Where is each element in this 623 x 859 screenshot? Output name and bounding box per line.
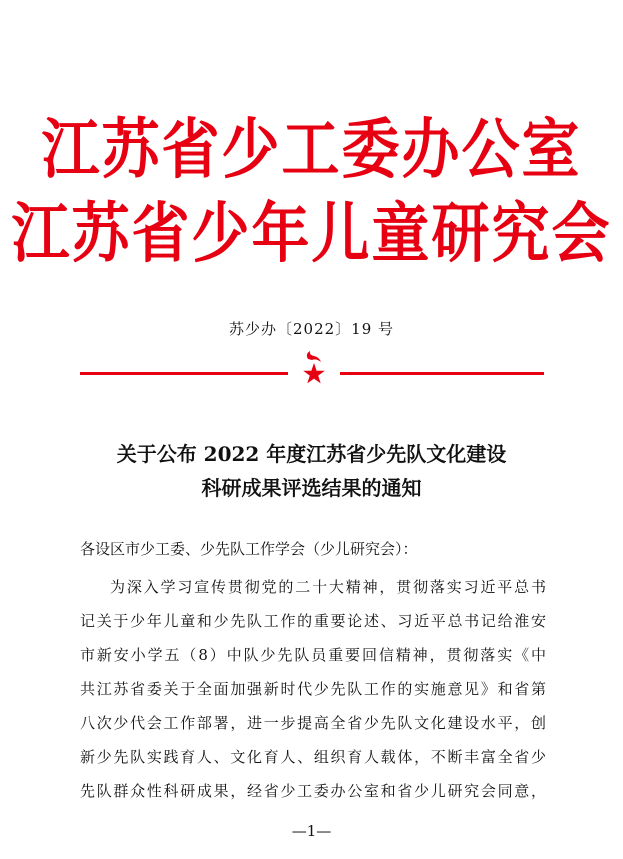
body-line: 市新安小学五（8）中队少先队员重要回信精神，贯彻落实《中 [80,646,546,664]
red-rule-right [340,372,544,375]
issuer-line-1: 江苏省少工委办公室 [41,110,582,188]
notice-title-line-2: 科研成果评选结果的通知 [201,476,422,500]
body-line: 共江苏省委关于全面加强新时代少先队工作的实施意见》和省第 [80,680,546,698]
party-star-icon [294,350,334,390]
body-line: 为深入学习宣传贯彻党的二十大精神，贯彻落实习近平总书 [110,578,546,596]
notice-title-line-1: 关于公布 2022 年度江苏省少先队文化建设 [116,442,507,466]
body-line: 八次少代会工作部署，进一步提高全省少先队文化建设水平，创 [80,714,546,732]
issuer-line-2: 江苏省少年儿童研究会 [11,194,612,272]
salutation: 各设区市少工委、少先队工作学会（少儿研究会）： [80,540,418,558]
red-rule-left [80,372,288,375]
document-number: 苏少办〔2022〕19 号 [228,320,395,338]
page-number: —1— [291,822,332,840]
body-line: 记关于少年儿童和少先队工作的重要论述、习近平总书记给淮安 [80,612,546,630]
body-line: 先队群众性科研成果，经省少工委办公室和省少儿研究会同意， [80,782,546,800]
body-line: 新少先队实践育人、文化育人、组织育人载体，不断丰富全省少 [80,748,546,766]
